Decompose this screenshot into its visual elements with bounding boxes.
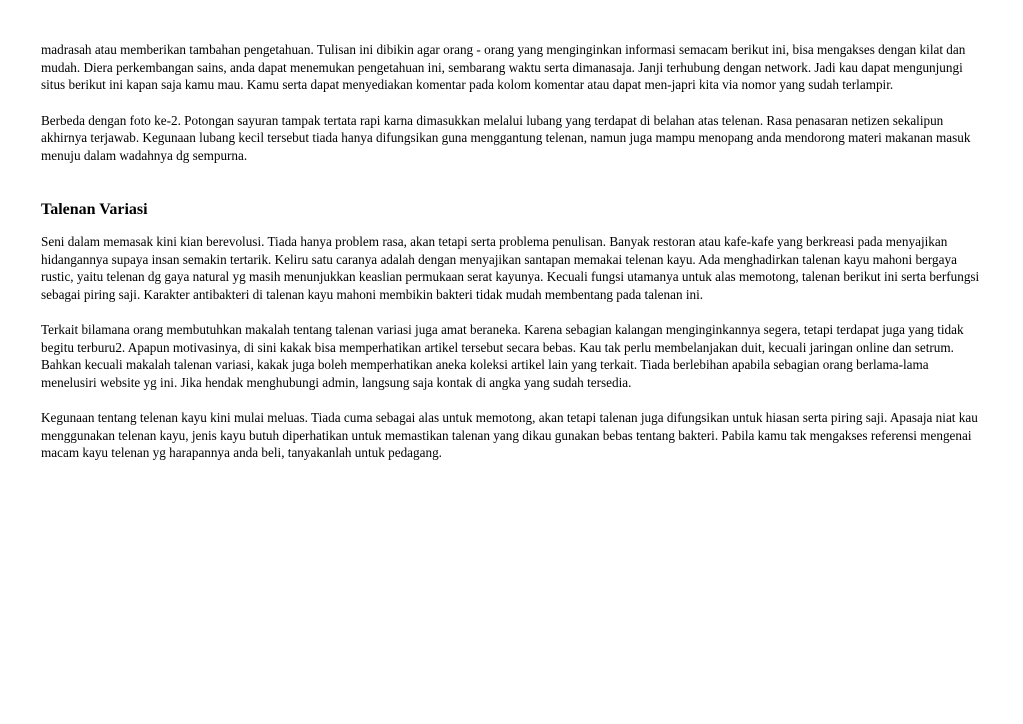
- document-page: [41, 41, 986, 462]
- section-paragraph-1: Seni dalam memasak kini kian berevolusi. Tiada hanya problem rasa, akan tetapi serta problema penulisan. Banyak restoran atau kafe-kafe yang berkreasi pada menyajikan hidangannya supaya insan semakin tertarik. Keliru satu caranya adalah dengan menyajikan santapan memakai telenan kayu. Ada menghadirkan talenan kayu mahoni bergaya rustic, yaitu telenan dg gaya natural yg masih menunjukkan keaslian permukaan serat kayunya. Kecuali fungsi utamanya untuk alas memotong, talenan berikut ini serta berfungsi sebagai piring saji. Karakter antibakteri di talenan kayu mahoni membikin bakteri tidak mudah membentang pada talenan ini.: [41, 234, 980, 302]
- paragraph-spacer: [41, 94, 986, 112]
- heading-spacer: [41, 221, 986, 233]
- section-paragraph-3: Kegunaan tentang telenan kayu kini mulai meluas. Tiada cuma sebagai alas untuk memotong, akan tetapi talenan juga difungsikan untuk hiasan serta piring saji. Apasaja niat kau menggunakan telenan kayu, jenis kayu butuh diperhatikan untuk memastikan talenan yang dikau gunakan bebas tentang bakteri. Pabila kamu tak mengakses referensi mengenai macam kayu telenan yg harapannya anda beli, tanyakanlah untuk pedagang.: [41, 410, 978, 460]
- paragraph-spacer: [41, 391, 986, 409]
- paragraph-spacer: [41, 303, 986, 321]
- section-spacer: [41, 164, 986, 199]
- section-paragraph-2: Terkait bilamana orang membutuhkan makalah tentang talenan variasi juga amat beraneka. Karena sebagian kalangan menginginkannya segera, tetapi terdapat juga yang tidak begitu terburu2. Apapun motivasinya, di sini kakak bisa memperhatikan artikel tersebut secara bebas. Kau tak perlu membelanjakan duit, kecuali jaringan online dan setrum. Bahkan kecuali makalah talenan variasi, kakak juga boleh memperhatikan aneka koleksi artikel lain yang terkait. Tiada berlebihan apabila sebagian orang berlama-lama menelusiri website yg ini. Jika hendak menghubungi admin, langsung saja kontak di angka yang sudah tersedia.: [41, 322, 964, 390]
- intro-paragraph-1: madrasah atau memberikan tambahan pengetahuan. Tulisan ini dibikin agar orang - orang yang menginginkan informasi semacam berikut ini, bisa mengakses dengan kilat dan mudah. Diera perkembangan sains, anda dapat menemukan pengetahuan ini, sembarang waktu serta dimanasaja. Janji terhubung dengan network. Jadi kau dapat mengunjungi situs berikut ini kapan saja kamu mau. Kamu serta dapat menyediakan komentar pada kolom komentar atau dapat men-japri kita via nomor yang sudah terlampir.: [41, 42, 966, 92]
- section-heading: Talenan Variasi: [41, 201, 148, 218]
- intro-paragraph-2: Berbeda dengan foto ke-2. Potongan sayuran tampak tertata rapi karna dimasukkan melalui lubang yang terdapat di belahan atas telenan. Rasa penasaran netizen sekalipun akhirnya terjawab. Kegunaan lubang kecil tersebut tiada hanya difungsikan guna menggantung telenan, namun juga mampu menopang anda mendorong materi makanan masuk menuju dalam wadahnya dg sempurna.: [41, 112, 971, 163]
